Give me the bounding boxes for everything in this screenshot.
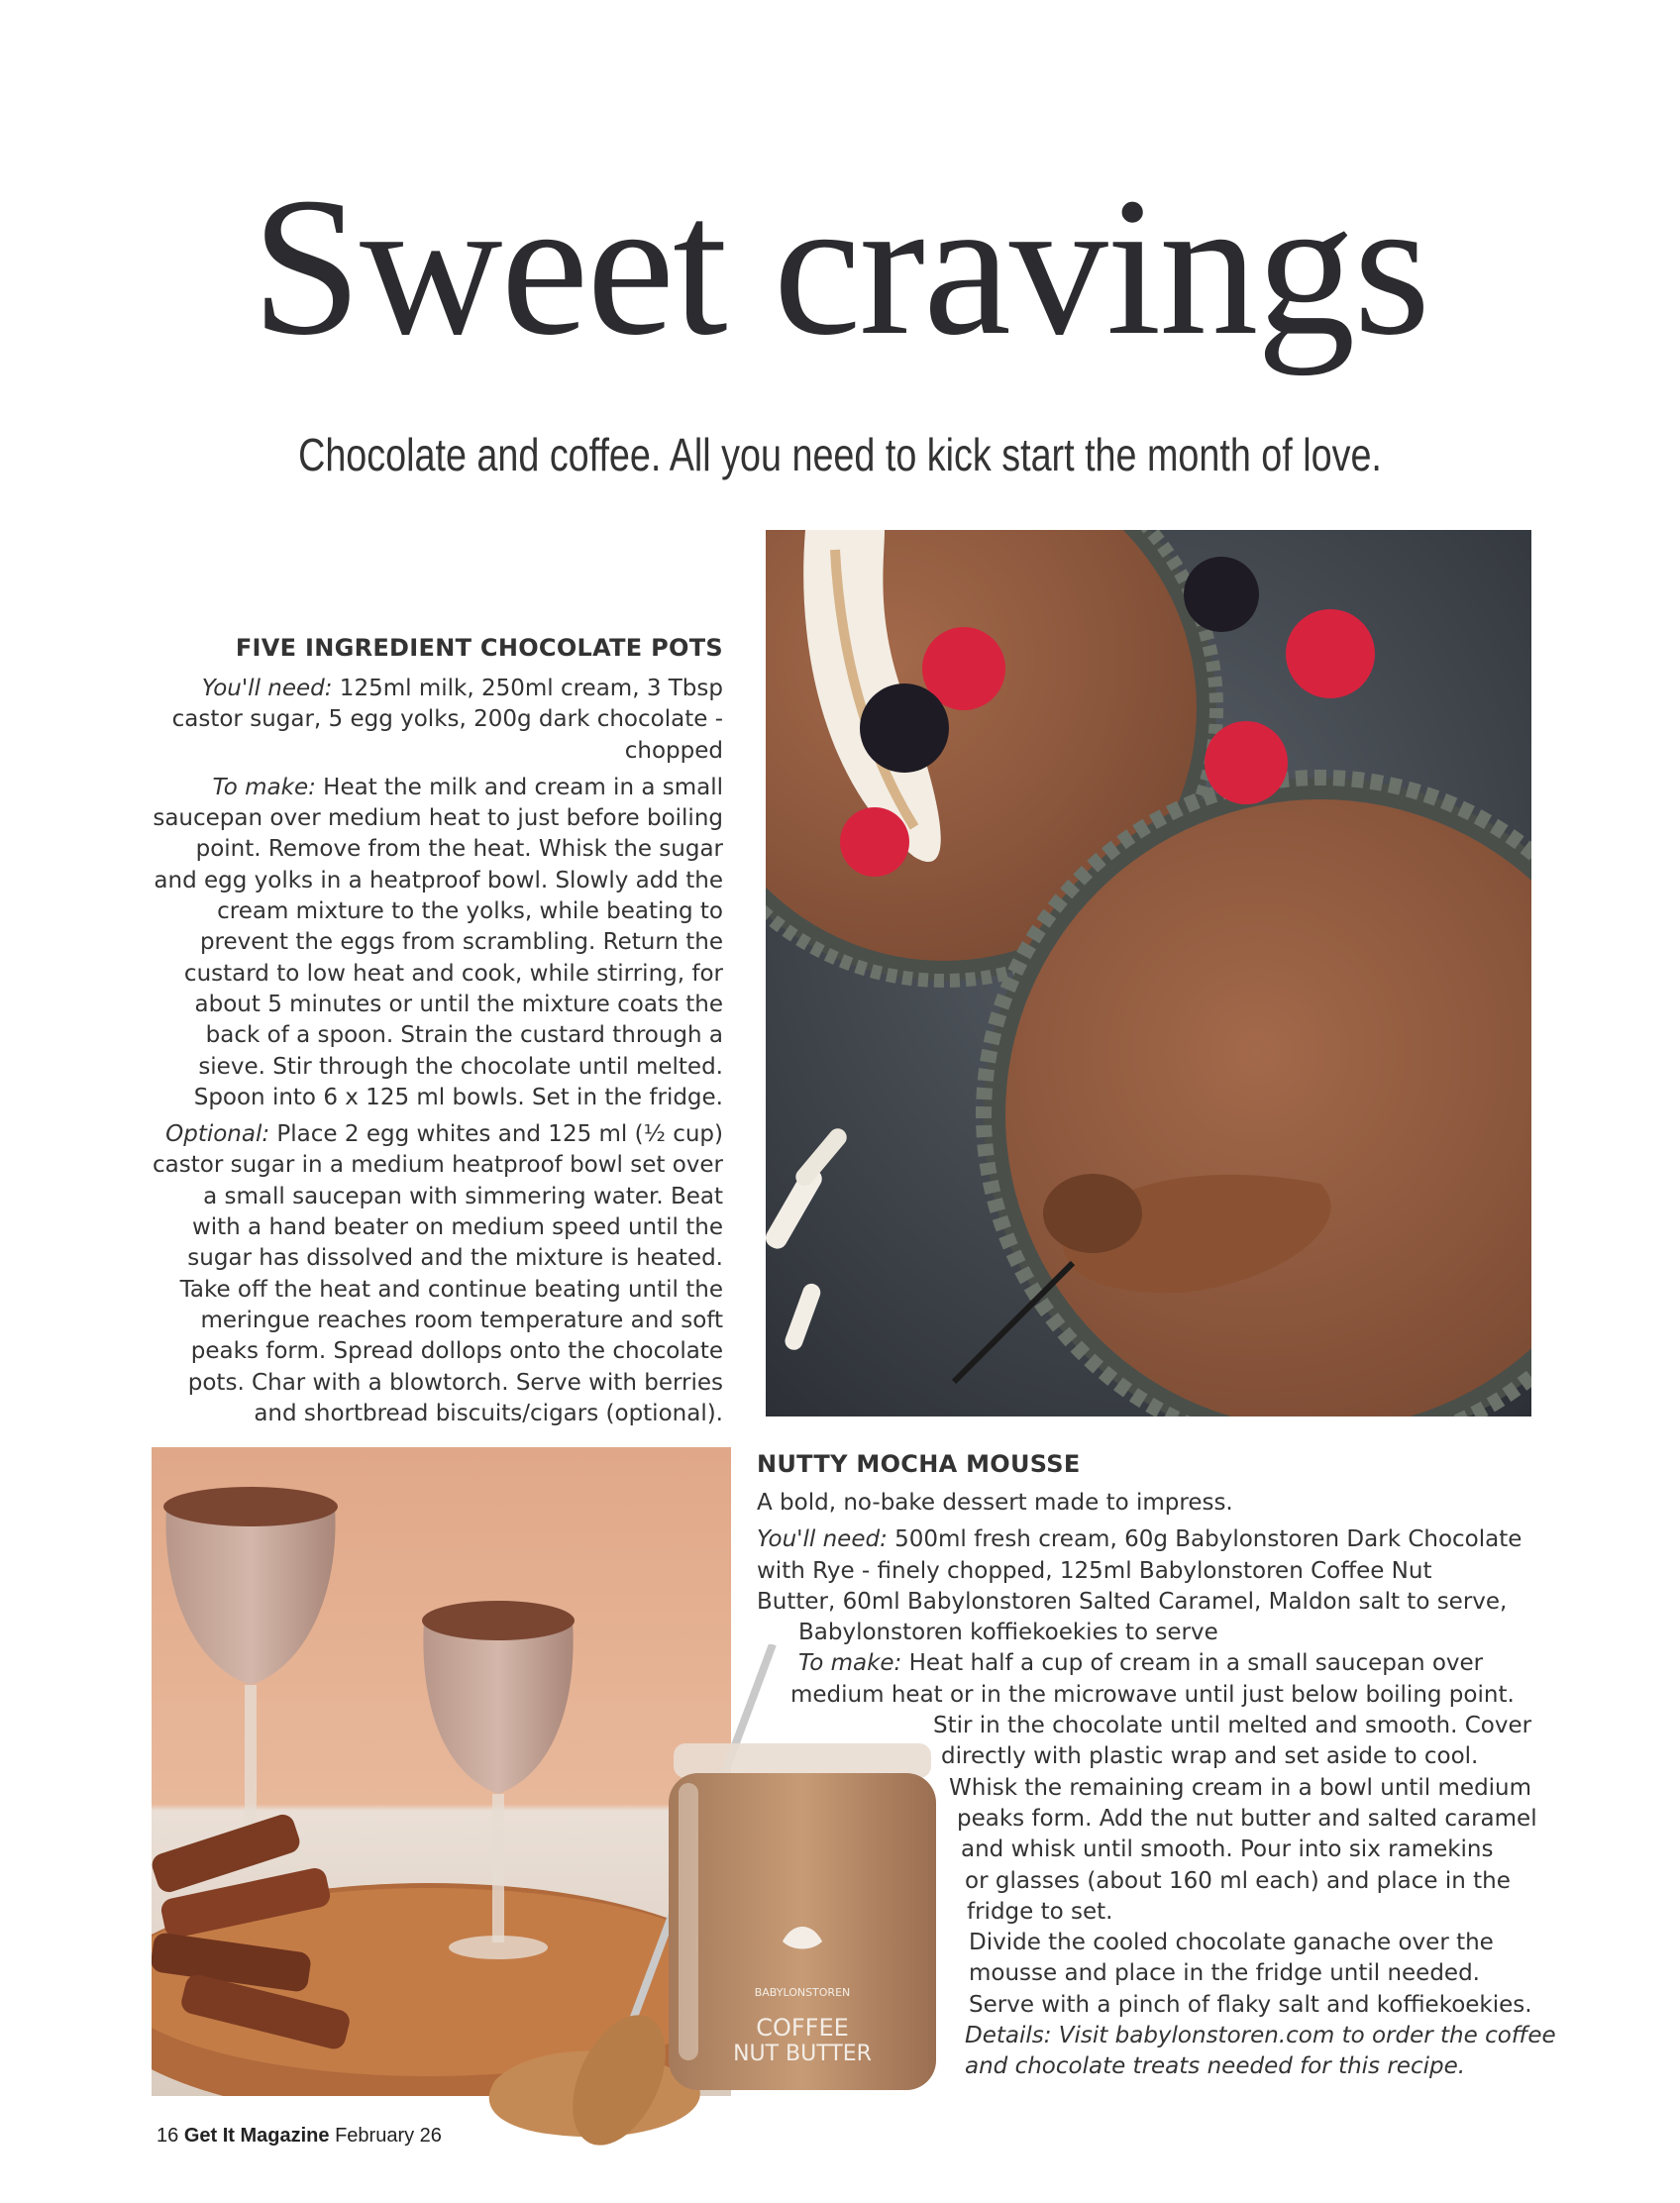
method-paragraph [149,773,723,1113]
page-footer [157,2125,442,2148]
ingredients-line: Butter, 60ml Babylonstoren Salted Caramel, Maldon salt to serve, [757,1588,1508,1615]
method-line: medium heat or in the microwave until just below boiling point. [790,1681,1515,1708]
page-title: Sweet cravings [251,157,1429,376]
details-line: and chocolate treats needed for this recipe. [965,2053,1466,2080]
method-line: directly with plastic wrap and set aside to cool. [941,1743,1479,1770]
recipe-body [149,674,723,1429]
recipe-chocolate-pots [149,634,723,1435]
ingredients-line [757,1524,1539,1555]
method-line: Divide the cooled chocolate ganache over the [969,1930,1494,1956]
chocolate-pots-photo [766,530,1531,1416]
jar-brand-label: BABYLONSTOREN [754,1986,851,1999]
page-number: 16 [157,2125,179,2147]
magazine-name: Get It Magazine [183,2125,330,2147]
method-line [757,1648,1539,1679]
method-line: fridge to set. [967,1898,1113,1925]
recipe-nutty-mocha-mousse [754,1450,1556,2083]
method-line: peaks form. Add the nut butter and salted caramel [957,1805,1537,1832]
ingredients-text: 500ml fresh cream, 60g Babylonstoren Dark Chocolate [887,1526,1522,1553]
recipe-heading: FIVE INGREDIENT CHOCOLATE POTS [235,634,723,662]
method-text: Heat half a cup of cream in a small saucepan over [901,1650,1484,1677]
ingredients-label: You'll need: [757,1526,888,1553]
issue-date: February 26 [335,2125,442,2147]
jar-label-line1: COFFEE [756,2014,849,2042]
method-line: Whisk the remaining cream in a bowl until medium [949,1774,1532,1801]
method-line: Serve with a pinch of flaky salt and koffiekoekies. [969,1991,1532,2018]
ingredients-line: Babylonstoren koffiekoekies to serve [798,1620,1218,1646]
ingredients-paragraph [149,674,723,767]
recipe-intro: A bold, no-bake dessert made to impress. [757,1490,1233,1516]
method-line: mousse and place in the fridge until needed. [969,1960,1480,1987]
ingredients-label: You'll need: [201,676,333,701]
method-line: and whisk until smooth. Pour into six ramekins [961,1836,1494,1863]
optional-paragraph [149,1119,723,1429]
optional-text: Place 2 egg whites and 125 ml (½ cup) castor sugar in a medium heatproof bowl set over a small saucepan with simmering water. Beat with a hand beater on medium speed until the sugar has dissolved and the mixture is heated. Take off the heat and continue beating until the meringue reaches room temperature and soft peaks form. Spread dollops onto the chocolate pots. Char with a blowtorch. Serve with berries and shortbread biscuits/cigars (optional). [153,1121,723,1426]
jar-label-line2: NUT BUTTER [733,2042,872,2066]
recipe-body [754,1488,1556,2083]
optional-label: Optional: [165,1121,270,1148]
ingredients-text: 125ml milk, 250ml cream, 3 Tbsp castor sugar, 5 egg yolks, 200g dark chocolate - chopped [171,676,723,764]
method-label: To make: [798,1650,902,1677]
method-line: or glasses (about 160 ml each) and place in the [965,1867,1511,1894]
method-line: Stir in the chocolate until melted and smooth. Cover [933,1713,1532,1739]
recipe-heading: NUTTY MOCHA MOUSSE [757,1450,1081,1478]
ingredients-line: with Rye - finely chopped, 125ml Babylonstoren Coffee Nut [757,1557,1432,1584]
method-label: To make: [212,774,316,800]
page-subtitle: Chocolate and coffee. All you need to kick start the month of love. [298,429,1382,480]
method-text: Heat the milk and cream in a small saucepan over medium heat to just before boiling point. Remove from the heat. Whisk the sugar and egg yolks in a heatproof bowl. Slowly add the cream mixture to the yolks, while beating to prevent the eggs from scrambling. Return the custard to low heat and cook, while stirring, for about 5 minutes or until the mixture coats the back of a spoon. Strain the custard through a sieve. Stir through the chocolate until melted. Spoon into 6 x 125 ml bowls. Set in the fridge. [153,774,723,1110]
details-line: Details: Visit babylonstoren.com to order the coffee [965,2023,1556,2049]
